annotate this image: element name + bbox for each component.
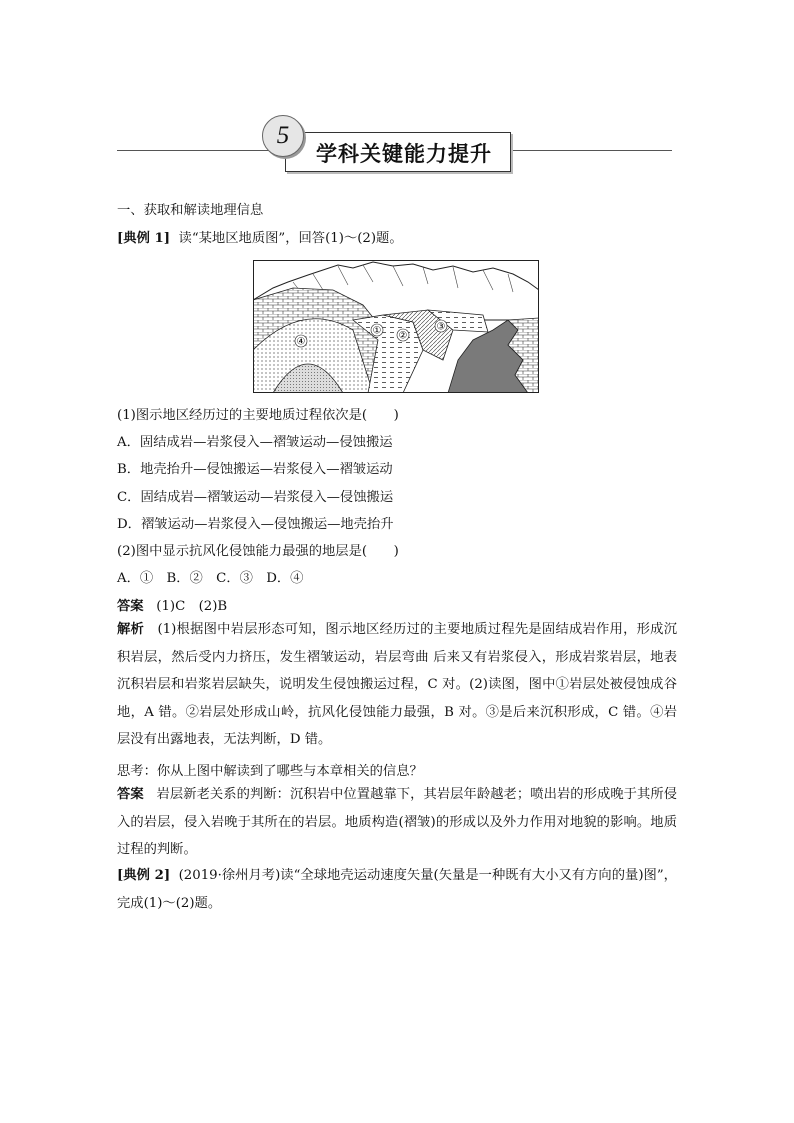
analysis-text: (1)根据图中岩层形态可知，图示地区经历过的主要地质过程先是固结成岩作用，形成沉积岩层，然后受内力挤压，发生褶皱运动，岩层弯曲 后来又有岩浆侵入，形成岩浆岩层，地表沉积岩层和岩浆岩层缺失，说明发生侵蚀搬运过程，C 对。(2)读图，图中①岩层处被侵蚀成谷地，A 错。②岩层处形成山岭，抗风化侵蚀能力最强，B 对。③是后来沉积形成，C 错。④岩层没有出露地表，无法判断，D 错。 — [117, 622, 678, 747]
think-question: 思考：你从上图中解读到了哪些与本章相关的信息？ — [117, 764, 423, 779]
example1-tag: [典例 1] — [117, 231, 171, 246]
q1-option-a: A．固结成岩—岩浆侵入—褶皱运动—侵蚀搬运 — [117, 435, 393, 450]
example2-text: (2019·徐州月考)读“全球地壳运动速度矢量(矢量是一种既有大小又有方向的量)图”，完成(1)～(2)题。 — [117, 868, 677, 911]
question-2: (2)图中显示抗风化侵蚀能力最强的地层是( ) — [117, 544, 399, 559]
think-answer-paragraph — [117, 781, 677, 864]
page-title: 学科关键能力提升 — [316, 141, 492, 166]
analysis-label: 解析 — [117, 622, 145, 637]
answer-text: (1)C (2)B — [156, 599, 228, 614]
geology-figure — [253, 260, 539, 393]
header-rule-left — [117, 150, 285, 151]
example1-line — [117, 227, 403, 246]
example2-tag: [典例 2] — [117, 868, 171, 883]
q1-option-d: D．褶皱运动—岩浆侵入—侵蚀搬运—地壳抬升 — [117, 517, 394, 532]
section-number-badge: 5 — [262, 115, 304, 157]
q2-options: A．① B．② C．③ D．④ — [117, 571, 304, 586]
header-rule-right — [509, 150, 672, 151]
analysis-paragraph — [117, 616, 677, 754]
example2-paragraph — [117, 862, 677, 917]
q1-option-c: C．固结成岩—褶皱运动—岩浆侵入—侵蚀搬运 — [117, 490, 394, 505]
figure-label-4: ④ — [296, 336, 306, 348]
answer-line — [117, 595, 227, 614]
figure-label-2: ② — [398, 330, 408, 342]
example1-prompt: 读“某地区地质图”，回答(1)～(2)题。 — [178, 231, 403, 246]
question-1: (1)图示地区经历过的主要地质过程依次是( ) — [117, 408, 399, 423]
answer-label: 答案 — [117, 599, 144, 614]
figure-label-3: ③ — [436, 321, 446, 333]
figure-label-1: ① — [372, 325, 382, 337]
q1-option-b: B．地壳抬升—侵蚀搬运—岩浆侵入—褶皱运动 — [117, 462, 393, 477]
think-answer-label: 答案 — [117, 787, 144, 802]
section-heading: 一、获取和解读地理信息 — [117, 203, 264, 218]
think-answer-text: 岩层新老关系的判断：沉积岩中位置越靠下，其岩层年龄越老；喷出岩的形成晚于其所侵入的岩层，侵入岩晚于其所在的岩层。地质构造(褶皱)的形成以及外力作用对地貌的影响。地质过程的判断。 — [117, 787, 678, 857]
